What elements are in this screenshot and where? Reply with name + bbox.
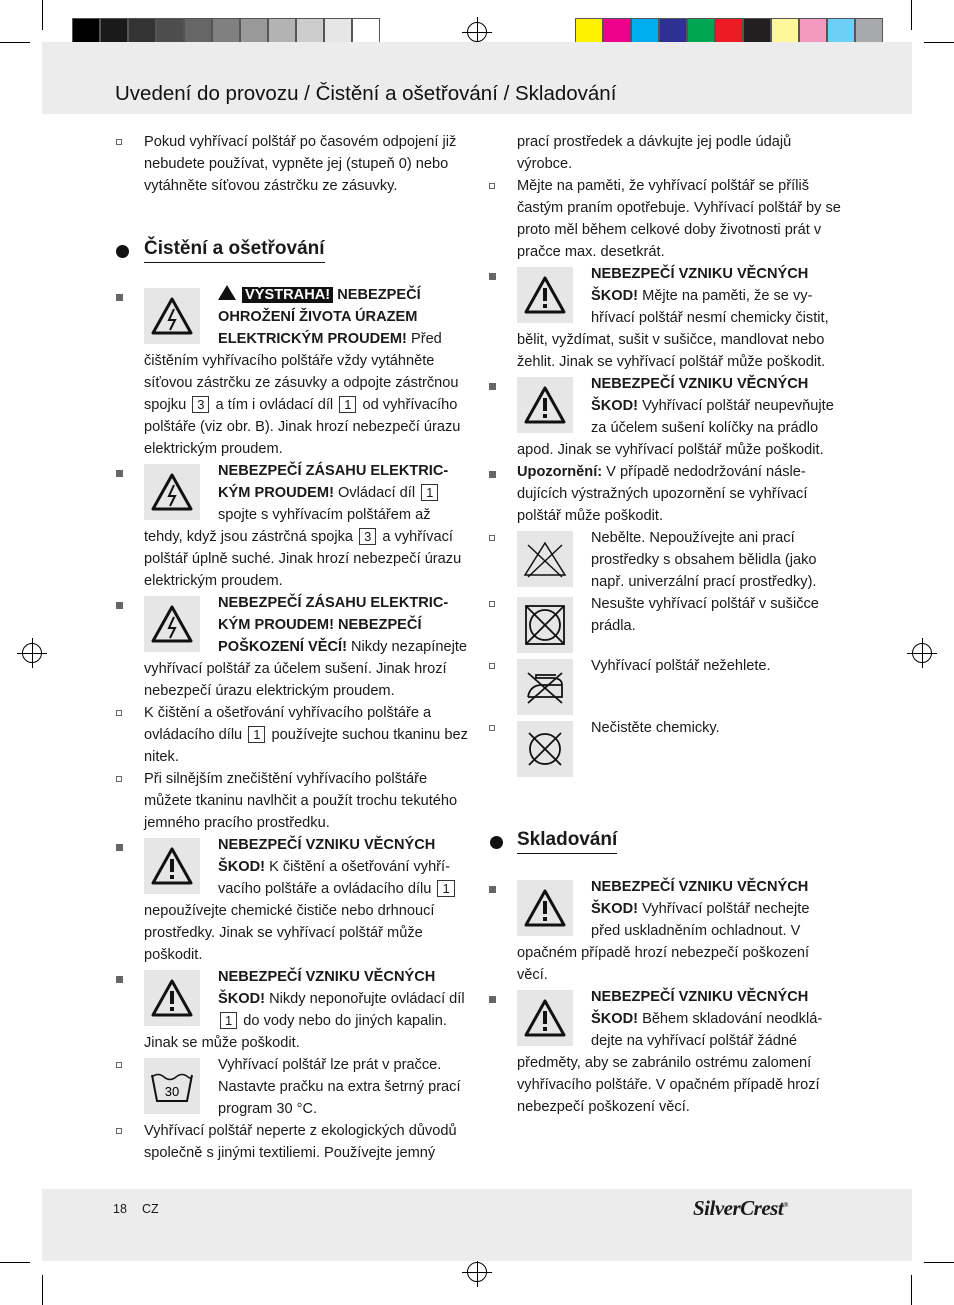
bullet-icon	[116, 139, 122, 145]
list-item: Pokud vyhřívací polštář po časovém odpojení již nebudete používat, vypněte jej (stupeň 0) nebo vytáhněte síťovou zástrčku ze zásuvky.	[116, 131, 468, 197]
warning-item: NEBEZPEČÍ ZÁSAHU ELEKTRICKÝM PROUDEM! Ovládací díl 1 spojte s vyhřívacím polštářem až tehdy, když jsou zástrčná spojka 3 a vyhřívací polštář úplně suché. Jinak hrozí nebezpečí úrazu elektrickým proudem.	[116, 460, 468, 592]
bullet-icon	[116, 976, 123, 983]
electric-hazard-icon	[144, 288, 200, 344]
crop-mark	[42, 1275, 43, 1305]
bullet-icon	[489, 886, 496, 893]
warning-item: NEBEZPEČÍ VZNIKU VĚCNÝCH ŠKOD! Vyhřívací polštář neupevňujte za účelem sušení kolíčky na prádlo apod. Jinak se vyhřívací polštář může poškodit.	[489, 373, 841, 461]
bullet-icon	[489, 601, 495, 607]
list-item: Při silnějším znečištění vyhřívacího polštáře můžete tkaninu navlhčit a použít trochu tekutého jemného pracího prostředku.	[116, 768, 468, 834]
warning-exclamation-icon	[517, 880, 573, 936]
warning-item: NEBEZPEČÍ VZNIKU VĚCNÝCH ŠKOD! Během skladování neodkládejte na vyhřívací polštář žádné předměty, aby se zabránilo ostrému zalomení vyhřívacího polštáře. V opačném případě hrozí nebezpečí poškození věcí.	[489, 986, 841, 1118]
page-number: 18	[113, 1202, 127, 1216]
list-item: Nesušte vyhřívací polštář v sušičce prádla.	[489, 593, 841, 655]
registration-mark-icon	[22, 643, 42, 663]
electric-hazard-icon	[144, 464, 200, 520]
part-ref-badge: 1	[421, 484, 438, 501]
continued-text: prací prostředek a dávkujte jej podle údajů výrobce.	[517, 134, 792, 172]
registration-mark-icon	[912, 643, 932, 663]
bullet-icon	[116, 844, 123, 851]
section-bullet-icon	[116, 245, 129, 258]
page-title: Uvedení do provozu / Čistění a ošetřování / Skladování	[115, 82, 617, 105]
bullet-icon	[489, 383, 496, 390]
right-column	[489, 131, 841, 779]
list-item: Mějte na paměti, že vyhřívací polštář se příliš častým praním opotřebuje. Vyhřívací polštář by se proto měl během celkové doby životnosti prát v pračce max. desetkrát.	[489, 175, 841, 263]
part-ref-badge: 3	[192, 396, 209, 413]
crop-mark	[911, 0, 912, 30]
bullet-icon	[116, 470, 123, 477]
part-ref-badge: 3	[359, 528, 376, 545]
warning-exclamation-icon	[144, 970, 200, 1026]
list-item: Vyhřívací polštář neperte z ekologických důvodů společně s jinými textiliemi. Používejte jemný	[116, 1120, 468, 1164]
warning-item: NEBEZPEČÍ VZNIKU VĚCNÝCH ŠKOD! Nikdy neponořujte ovládací díl 1 do vody nebo do jiných kapalin. Jinak se může poškodit.	[116, 966, 468, 1054]
warning-item: NEBEZPEČÍ VZNIKU VĚCNÝCH ŠKOD! K čištění a ošetřování vyhřívacího polštáře a ovládacího dílu 1 nepoužívejte chemické čističe nebo drhnoucí prostředky. Jinak se vyhřívací polštář může poškodit.	[116, 834, 468, 966]
no-dry-clean-icon	[517, 721, 573, 777]
bullet-icon	[116, 1128, 122, 1134]
crop-mark	[911, 1275, 912, 1305]
list-item: Vyhřívací polštář nežehlete.	[489, 655, 841, 717]
bullet-icon	[116, 710, 122, 716]
crop-mark	[42, 0, 43, 30]
warning-exclamation-icon	[517, 990, 573, 1046]
crop-mark	[924, 42, 954, 43]
warning-triangle-icon	[218, 285, 236, 300]
wash-30-icon	[144, 1058, 200, 1114]
bullet-icon	[116, 294, 123, 301]
bullet-icon	[489, 996, 496, 1003]
bullet-icon	[489, 183, 495, 189]
warning-exclamation-icon	[517, 267, 573, 323]
list-item: Nečistěte chemicky.	[489, 717, 841, 779]
crop-mark	[0, 42, 30, 43]
warning-item: VÝSTRAHA! NEBEZPEČÍ OHROŽENÍ ŽIVOTA ÚRAZEM ELEKTRICKÝM PROUDEM! Před čištěním vyhřívacího polštáře vždy vytáhněte síťovou zástrčku ze zásuvky a odpojte zástrčnou spojku 3 a tím i ovládací díl 1 od vyhřívacího polštáře (viz obr. B). Jinak hrozí nebezpečí úrazu elektrickým proudem.	[116, 284, 468, 460]
left-column-body	[116, 284, 468, 1164]
warning-item: NEBEZPEČÍ VZNIKU VĚCNÝCH ŠKOD! Vyhřívací polštář nechejte před uskladněním ochladnout. V opačném případě hrozí nebezpečí poškození věcí.	[489, 876, 841, 986]
bullet-icon	[116, 602, 123, 609]
part-ref-badge: 1	[220, 1012, 237, 1029]
brand-logo: SilverCrest®	[693, 1196, 788, 1220]
bullet-icon	[489, 725, 495, 731]
no-ironing-icon	[517, 659, 573, 715]
bullet-icon	[116, 1062, 122, 1068]
warning-exclamation-icon	[517, 377, 573, 433]
list-item: Nebělte. Nepoužívejte ani prací prostředky s obsahem bělidla (jako např. univerzální prací prostředky).	[489, 527, 841, 593]
no-bleach-icon	[517, 531, 573, 587]
svg-text:30: 30	[164, 1084, 180, 1099]
bullet-icon	[116, 776, 122, 782]
part-ref-badge: 1	[339, 396, 356, 413]
bullet-icon	[489, 471, 496, 478]
warning-label: VÝSTRAHA!	[242, 287, 333, 303]
electric-hazard-icon	[144, 596, 200, 652]
crop-mark	[924, 1262, 954, 1263]
section-bullet-icon	[490, 836, 503, 849]
crop-mark	[0, 1262, 30, 1263]
list-item: K čištění a ošetřování vyhřívacího polštáře a ovládacího dílu 1 používejte suchou tkaninu bez nitek.	[116, 702, 468, 768]
note-item: Upozornění: V případě nedodržování následujících výstražných upozornění se vyhřívací polštář může poškodit.	[489, 461, 841, 527]
registration-mark-icon	[467, 22, 487, 42]
language-code: CZ	[142, 1202, 159, 1216]
list-item: 30 Vyhřívací polštář lze prát v pračce. Nastavte pračku na extra šetrný prací program 30 °C.	[116, 1054, 468, 1120]
right-column-storage	[489, 876, 841, 1118]
bullet-icon	[489, 663, 495, 669]
section-title-storage: Skladování	[517, 829, 617, 854]
part-ref-badge: 1	[248, 726, 265, 743]
no-tumble-dry-icon	[517, 597, 573, 653]
bullet-icon	[489, 273, 496, 280]
left-column	[116, 131, 468, 197]
part-ref-badge: 1	[437, 880, 454, 897]
warning-item: NEBEZPEČÍ ZÁSAHU ELEKTRICKÝM PROUDEM! NEBEZPEČÍ POŠKOZENÍ VĚCÍ! Nikdy nezapínejte vyhřívací polštář za účelem sušení. Jinak hrozí nebezpečí úrazu elektrickým proudem.	[116, 592, 468, 702]
warning-exclamation-icon	[144, 838, 200, 894]
warning-item: NEBEZPEČÍ VZNIKU VĚCNÝCH ŠKOD! Mějte na paměti, že se vyhřívací polštář nesmí chemicky čistit, bělit, vyždímat, sušit v sušičce, mandlovat nebo žehlit. Jinak se vyhřívací polštář může poškodit.	[489, 263, 841, 373]
bullet-icon	[489, 535, 495, 541]
registration-mark-icon	[467, 1262, 487, 1282]
section-title-cleaning: Čistění a ošetřování	[144, 238, 325, 263]
